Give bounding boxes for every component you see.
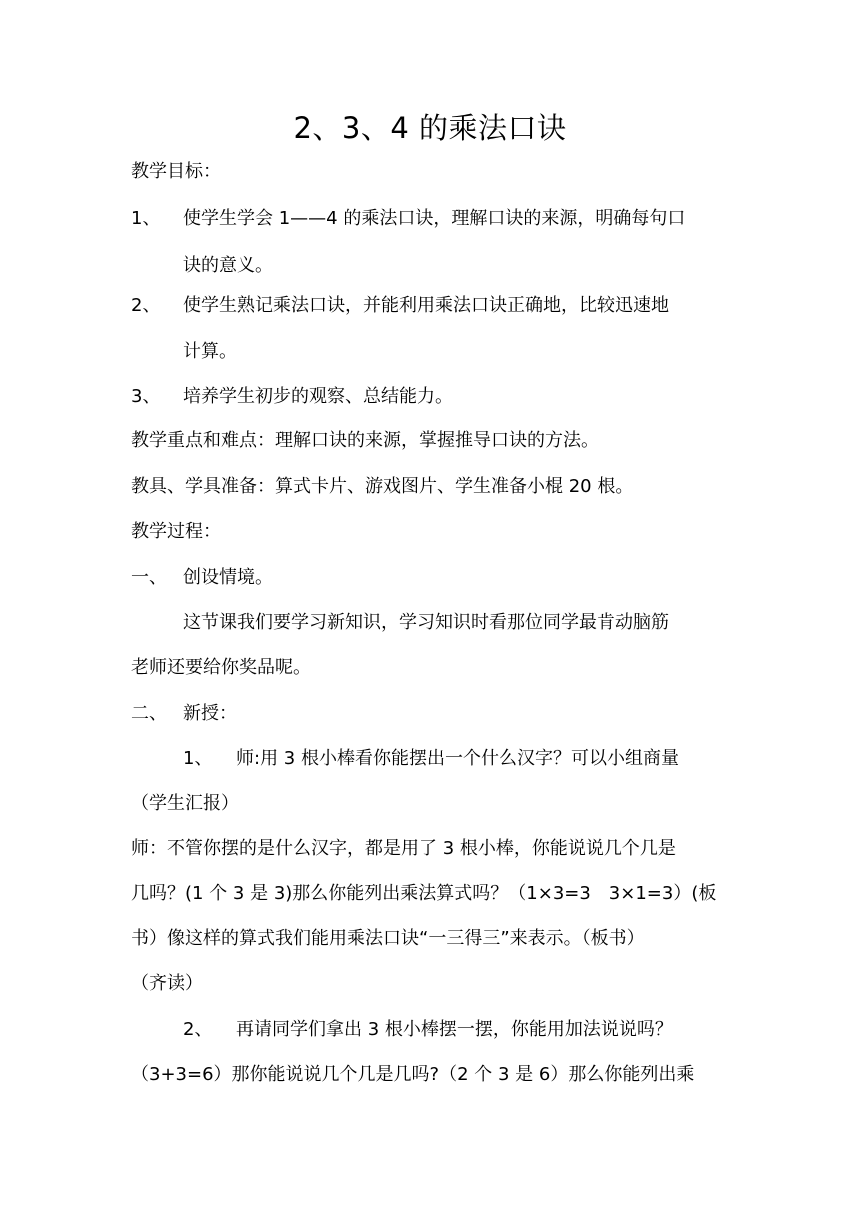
document-title: 2、3、4 的乘法口诀	[293, 111, 567, 145]
process-heading: 教学过程：	[131, 521, 221, 542]
step-1-line-1: 师:用 3 根小棒看你能摆出一个什么汉字？可以小组商量	[236, 748, 679, 769]
step-1-line-2: （学生汇报）	[131, 793, 239, 814]
section-1-heading: 创设情境。	[183, 567, 273, 588]
step-1-number: 1、	[183, 748, 213, 769]
step-2-line-2: （3+3=6）那你能说说几个几是几吗?（2 个 3 是 6）那么你能列出乘	[131, 1064, 695, 1085]
goal-1-line-2: 诀的意义。	[183, 255, 273, 276]
step-2-line-1: 再请同学们拿出 3 根小棒摆一摆，你能用加法说说吗？	[236, 1019, 673, 1040]
section-2-number: 二、	[131, 703, 167, 724]
step-2-number: 2、	[183, 1019, 213, 1040]
teacher-line-4: （齐读）	[131, 973, 203, 994]
goal-2-number: 2、	[131, 295, 161, 316]
materials: 教具、学具准备：算式卡片、游戏图片、学生准备小棍 20 根。	[131, 476, 634, 497]
teacher-line-1: 师：不管你摆的是什么汉字，都是用了 3 根小棒，你能说说几个几是	[131, 838, 676, 859]
section-2-heading: 新授：	[183, 703, 237, 724]
section-1-number: 一、	[131, 567, 167, 588]
section-1-para-line-2: 老师还要给你奖品呢。	[131, 657, 311, 678]
goal-2-line-1: 使学生熟记乘法口诀，并能利用乘法口诀正确地，比较迅速地	[183, 295, 669, 316]
goal-3-line-1: 培养学生初步的观察、总结能力。	[183, 386, 453, 407]
goal-1-number: 1、	[131, 208, 161, 229]
key-points: 教学重点和难点：理解口诀的来源，掌握推导口诀的方法。	[131, 430, 599, 451]
goal-3-number: 3、	[131, 386, 161, 407]
goal-1-line-1: 使学生学会 1——4 的乘法口诀，理解口诀的来源，明确每句口	[183, 208, 686, 229]
section-1-para-line-1: 这节课我们要学习新知识，学习知识时看那位同学最肯动脑筋	[183, 612, 669, 633]
teacher-line-3: 书）像这样的算式我们能用乘法口诀“一三得三”来表示。（板书）	[131, 928, 645, 949]
teacher-line-2: 几吗？(1 个 3 是 3)那么你能列出乘法算式吗？（1×3=3 3×1=3）(板	[131, 883, 717, 904]
goal-2-line-2: 计算。	[183, 341, 237, 362]
goals-heading: 教学目标：	[131, 161, 221, 182]
